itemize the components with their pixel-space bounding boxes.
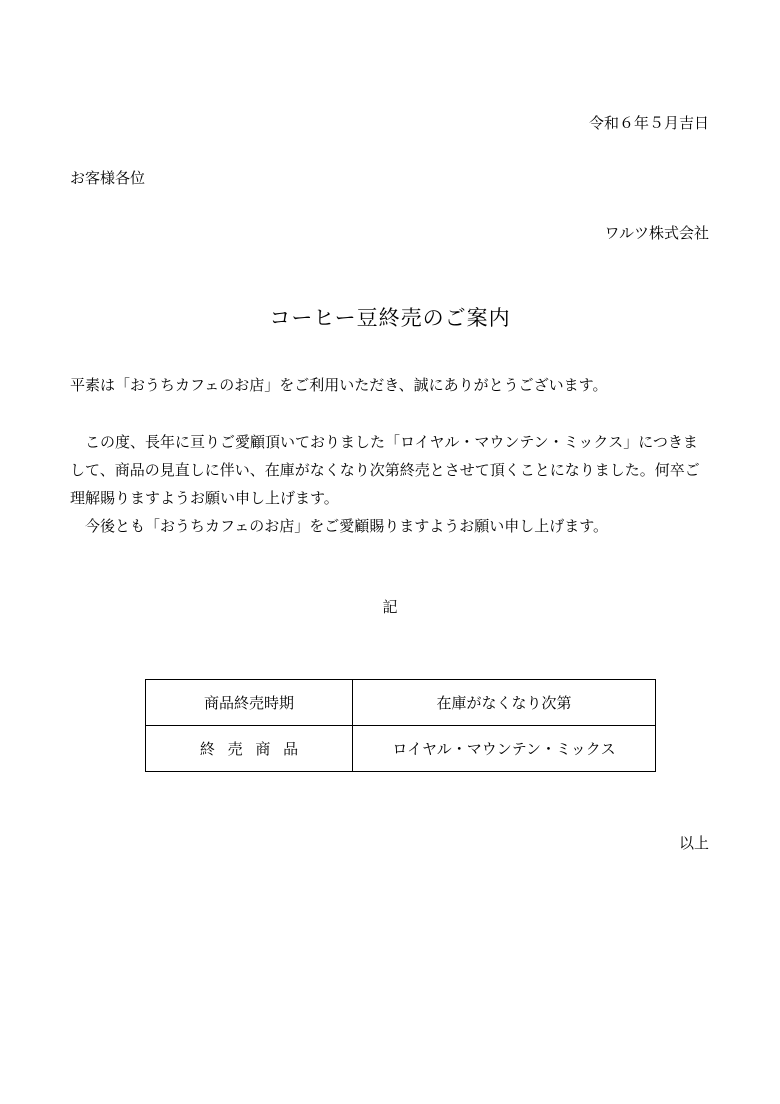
greeting-text: 平素は「おうちカフェのお店」をご利用いただき、誠にありがとうございます。 [70, 376, 608, 394]
document-title: コーヒー豆終売のご案内 [269, 306, 511, 330]
closing-text: 以上 [678, 834, 709, 852]
table-cell-value: ロイヤル・マウンテン・ミックス [353, 726, 656, 772]
ki-heading: 記 [382, 598, 398, 616]
table-row [146, 680, 656, 726]
table-cell-label [146, 726, 353, 772]
body-paragraph-2: 今後とも「おうちカフェのお店」をご愛顧賜りますようお願い申し上げます。 [85, 517, 609, 535]
document-date: 令和６年５月吉日 [588, 114, 709, 132]
body-paragraph-1: この度、長年に亘りご愛顧頂いておりました「ロイヤル・マウンテン・ミックス」につきまして、商品の見直しに伴い、在庫がなくなり次第終売とさせて頂くことになりました。何卒ご理解賜りますようお願い申し上げます。 [70, 433, 700, 507]
recipient: お客様各位 [70, 169, 146, 187]
table-cell-value: 在庫がなくなり次第 [353, 680, 656, 726]
sender-company: ワルツ株式会社 [604, 224, 709, 242]
table-row [146, 726, 656, 772]
table-cell-label: 商品終売時期 [146, 680, 353, 726]
info-table [145, 679, 656, 772]
body-text [70, 428, 712, 540]
table-cell-label-text: 終売商品 [199, 740, 311, 758]
